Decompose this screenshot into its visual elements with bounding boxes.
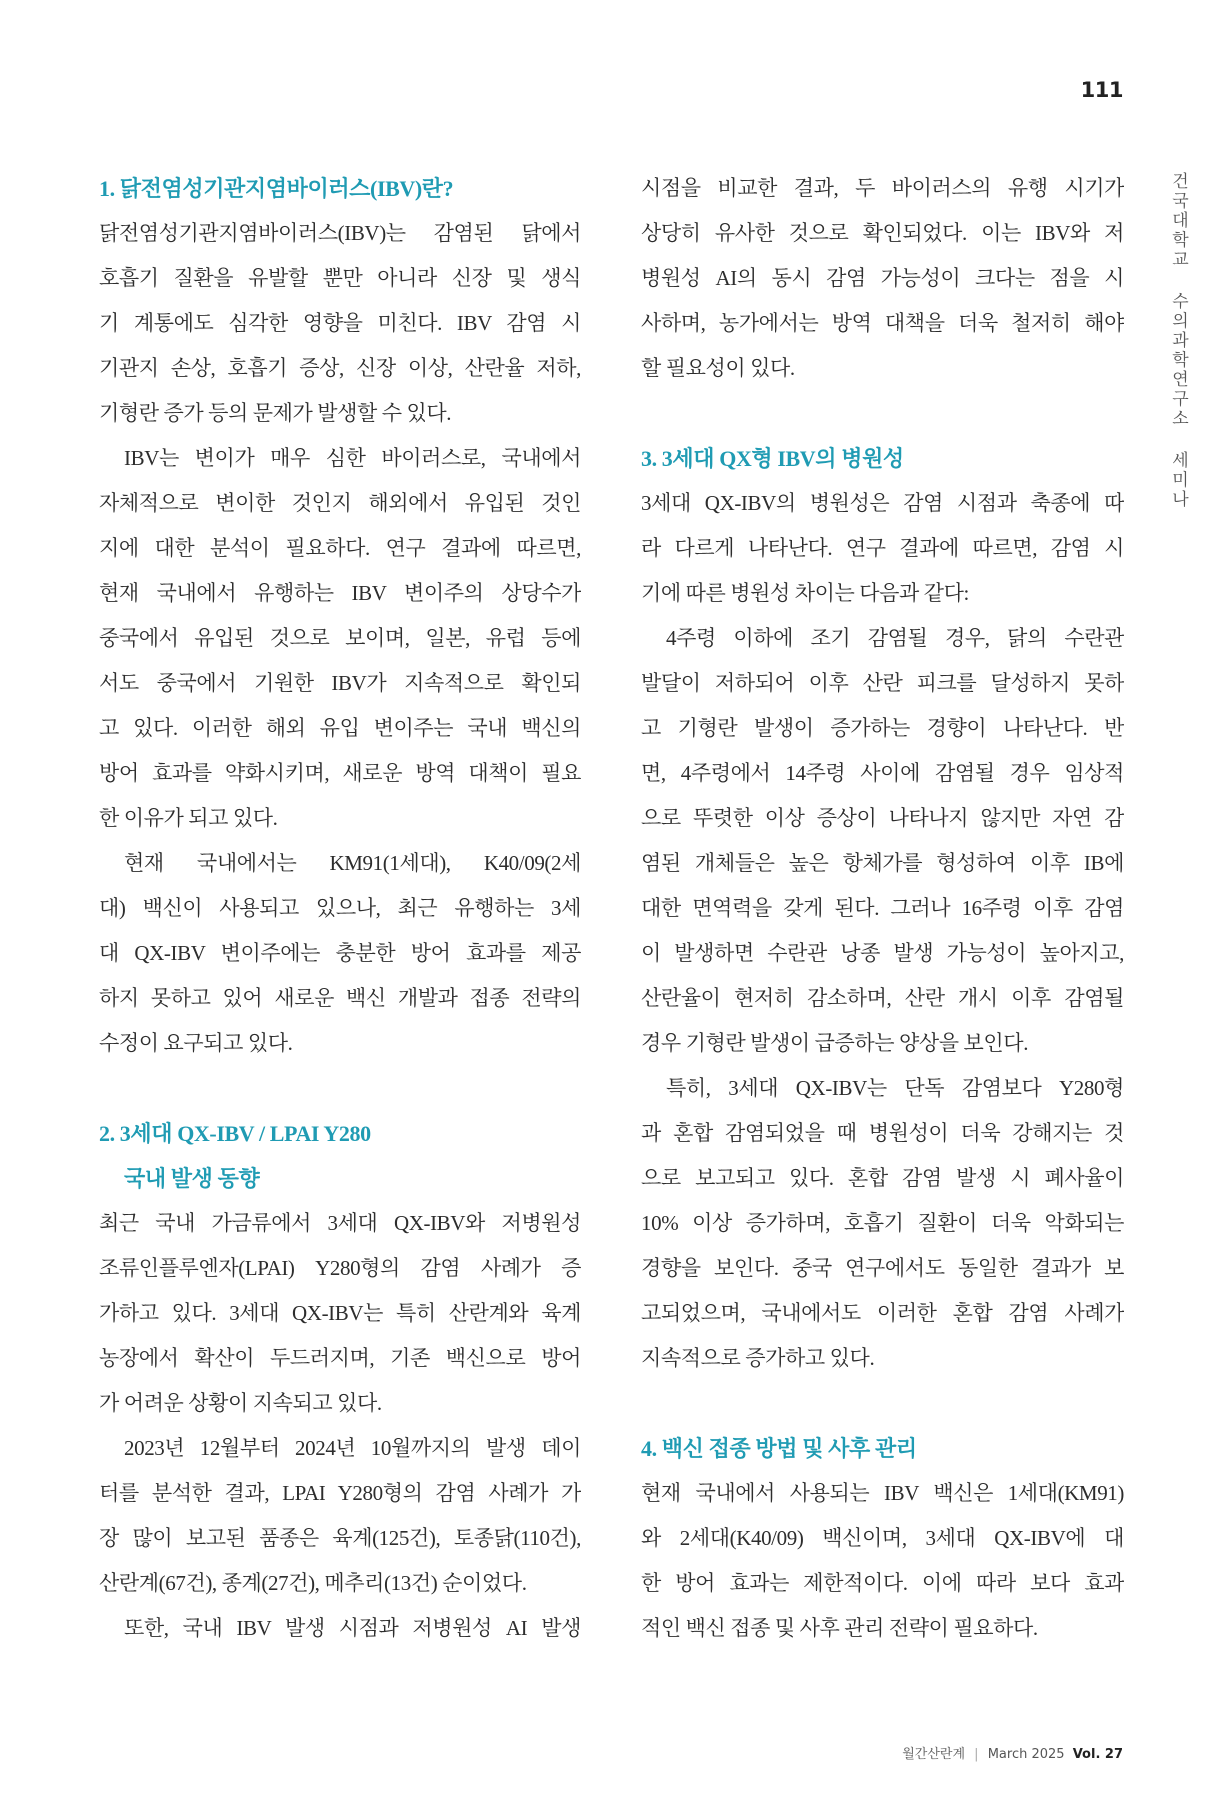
text-line: 현재 국내에서는 KM91(1세대), K40/09(2세 (124, 851, 581, 875)
footer-issue-date: March 2025 (987, 1747, 1065, 1762)
text-line: 기관지 손상, 호흡기 증상, 신장 이상, 산란율 저하, (99, 356, 581, 380)
text-line: 사하며, 농가에서는 방역 대책을 더욱 철저히 해야 (641, 311, 1124, 335)
text-line: 10% 이상 증가하며, 호흡기 질환이 더욱 악화되는 (641, 1211, 1124, 1235)
text-line: 닭전염성기관지염바이러스(IBV)는 감염된 닭에서 (99, 221, 581, 245)
text-line: 라 다르게 나타난다. 연구 결과에 따르면, 감염 시 (641, 536, 1124, 560)
text-line: 으로 뚜렷한 이상 증상이 나타나지 않지만 자연 감 (641, 806, 1124, 830)
sidebar-series-title: 건국대학교 수의과학연구소 세미나 (1168, 172, 1188, 510)
text-line: 발달이 저하되어 이후 산란 피크를 달성하지 못하 (641, 671, 1124, 695)
text-line: 특히, 3세대 QX-IBV는 단독 감염보다 Y280형 (666, 1076, 1124, 1100)
paragraph (641, 616, 1124, 1066)
paragraph (99, 436, 581, 841)
section-heading (641, 1426, 1124, 1471)
paragraph (641, 1471, 1124, 1651)
text-line: 고되었으며, 국내에서도 이러한 혼합 감염 사례가 (641, 1301, 1124, 1325)
text-line: 상당히 유사한 것으로 확인되었다. 이는 IBV와 저 (641, 221, 1124, 245)
text-line: 경우 기형란 발생이 급증하는 양상을 보인다. (641, 1031, 1029, 1055)
text-line: 대 QX-IBV 변이주에는 충분한 방어 효과를 제공 (99, 941, 581, 965)
heading-line: 3. 3세대 QX형 IBV의 병원성 (641, 446, 904, 471)
text-line: 현재 국내에서 유행하는 IBV 변이주의 상당수가 (99, 581, 581, 605)
text-line: 경향을 보인다. 중국 연구에서도 동일한 결과가 보 (641, 1256, 1124, 1280)
text-line: 대한 면역력을 갖게 된다. 그러나 16주령 이후 감염 (641, 896, 1124, 920)
text-line: 기에 따른 병원성 차이는 다음과 같다: (641, 581, 969, 605)
text-line: 4주령 이하에 조기 감염될 경우, 닭의 수란관 (666, 626, 1124, 650)
section-heading (99, 166, 581, 211)
left-column (99, 166, 581, 1651)
text-line: 또한, 국내 IBV 발생 시점과 저병원성 AI 발생 (124, 1616, 581, 1640)
text-line: 고 있다. 이러한 해외 유입 변이주는 국내 백신의 (99, 716, 581, 740)
section-heading (99, 1111, 581, 1201)
text-line: 3세대 QX-IBV의 병원성은 감염 시점과 축종에 따 (641, 491, 1124, 515)
text-line: 할 필요성이 있다. (641, 356, 795, 380)
footer-magazine-name: 월간산란계 (902, 1747, 966, 1762)
footer-separator: | (974, 1747, 979, 1762)
paragraph (99, 1426, 581, 1606)
heading-line: 국내 발생 동향 (124, 1166, 260, 1191)
paragraph (641, 481, 1124, 616)
text-line: 최근 국내 가금류에서 3세대 QX-IBV와 저병원성 (99, 1211, 581, 1235)
text-line: 자체적으로 변이한 것인지 해외에서 유입된 것인 (99, 491, 581, 515)
text-line: 조류인플루엔자(LPAI) Y280형의 감염 사례가 증 (99, 1256, 581, 1280)
text-line: 기 계통에도 심각한 영향을 미친다. IBV 감염 시 (99, 311, 581, 335)
text-line: 과 혼합 감염되었을 때 병원성이 더욱 강해지는 것 (641, 1121, 1124, 1145)
paragraph (99, 1606, 581, 1651)
paragraph (641, 1066, 1124, 1381)
text-line: 한 방어 효과는 제한적이다. 이에 따라 보다 효과 (641, 1571, 1124, 1595)
text-line: 이 발생하면 수란관 낭종 발생 가능성이 높아지고, (641, 941, 1124, 965)
text-line: 지에 대한 분석이 필요하다. 연구 결과에 따르면, (99, 536, 581, 560)
text-line: 서도 중국에서 기원한 IBV가 지속적으로 확인되 (99, 671, 581, 695)
text-line: 한 이유가 되고 있다. (99, 806, 278, 830)
text-line: 시점을 비교한 결과, 두 바이러스의 유행 시기가 (641, 176, 1124, 200)
text-line: 가하고 있다. 3세대 QX-IBV는 특히 산란계와 육계 (99, 1301, 581, 1325)
text-line: 터를 분석한 결과, LPAI Y280형의 감염 사례가 가 (99, 1481, 581, 1505)
text-line: 하지 못하고 있어 새로운 백신 개발과 접종 전략의 (99, 986, 581, 1010)
text-line: 으로 보고되고 있다. 혼합 감염 발생 시 폐사율이 (641, 1166, 1124, 1190)
text-line: 수정이 요구되고 있다. (99, 1031, 293, 1055)
heading-line: 4. 백신 접종 방법 및 사후 관리 (641, 1436, 917, 1461)
text-line: 2023년 12월부터 2024년 10월까지의 발생 데이 (124, 1436, 581, 1460)
text-line: IBV는 변이가 매우 심한 바이러스로, 국내에서 (124, 446, 581, 470)
right-column (641, 166, 1124, 1651)
text-line: 장 많이 보고된 품종은 육계(125건), 토종닭(110건), (99, 1526, 581, 1550)
text-line: 산란계(67건), 종계(27건), 메추리(13건) 순이었다. (99, 1571, 527, 1595)
section-heading (641, 436, 1124, 481)
article-section (99, 1111, 581, 1651)
text-line: 대) 백신이 사용되고 있으나, 최근 유행하는 3세 (99, 896, 581, 920)
page-number: 111 (1080, 78, 1123, 102)
text-line: 지속적으로 증가하고 있다. (641, 1346, 875, 1370)
article-section (641, 1426, 1124, 1651)
text-line: 산란율이 현저히 감소하며, 산란 개시 이후 감염될 (641, 986, 1124, 1010)
text-line: 와 2세대(K40/09) 백신이며, 3세대 QX-IBV에 대 (641, 1526, 1124, 1550)
footer (902, 1743, 1123, 1762)
article-section (641, 436, 1124, 1381)
text-line: 가 어려운 상황이 지속되고 있다. (99, 1391, 382, 1415)
text-line: 병원성 AI의 동시 감염 가능성이 크다는 점을 시 (641, 266, 1124, 290)
text-line: 염된 개체들은 높은 항체가를 형성하여 이후 IB에 (641, 851, 1124, 875)
text-line: 적인 백신 접종 및 사후 관리 전략이 필요하다. (641, 1616, 1038, 1640)
text-line: 농장에서 확산이 두드러지며, 기존 백신으로 방어 (99, 1346, 581, 1370)
article-section (99, 166, 581, 1066)
text-line: 면, 4주령에서 14주령 사이에 감염될 경우 임상적 (641, 761, 1124, 785)
paragraph-continued (641, 166, 1124, 391)
heading-line: 1. 닭전염성기관지염바이러스(IBV)란? (99, 176, 454, 201)
text-line: 현재 국내에서 사용되는 IBV 백신은 1세대(KM91) (641, 1481, 1124, 1505)
text-line: 기형란 증가 등의 문제가 발생할 수 있다. (99, 401, 452, 425)
text-line: 방어 효과를 약화시키며, 새로운 방역 대책이 필요 (99, 761, 581, 785)
heading-line: 2. 3세대 QX-IBV / LPAI Y280 (99, 1121, 371, 1146)
paragraph (99, 841, 581, 1066)
paragraph (99, 211, 581, 436)
text-line: 중국에서 유입된 것으로 보이며, 일본, 유럽 등에 (99, 626, 581, 650)
text-line: 호흡기 질환을 유발할 뿐만 아니라 신장 및 생식 (99, 266, 581, 290)
paragraph (99, 1201, 581, 1426)
footer-volume: Vol. 27 (1072, 1747, 1123, 1762)
text-line: 고 기형란 발생이 증가하는 경향이 나타난다. 반 (641, 716, 1124, 740)
